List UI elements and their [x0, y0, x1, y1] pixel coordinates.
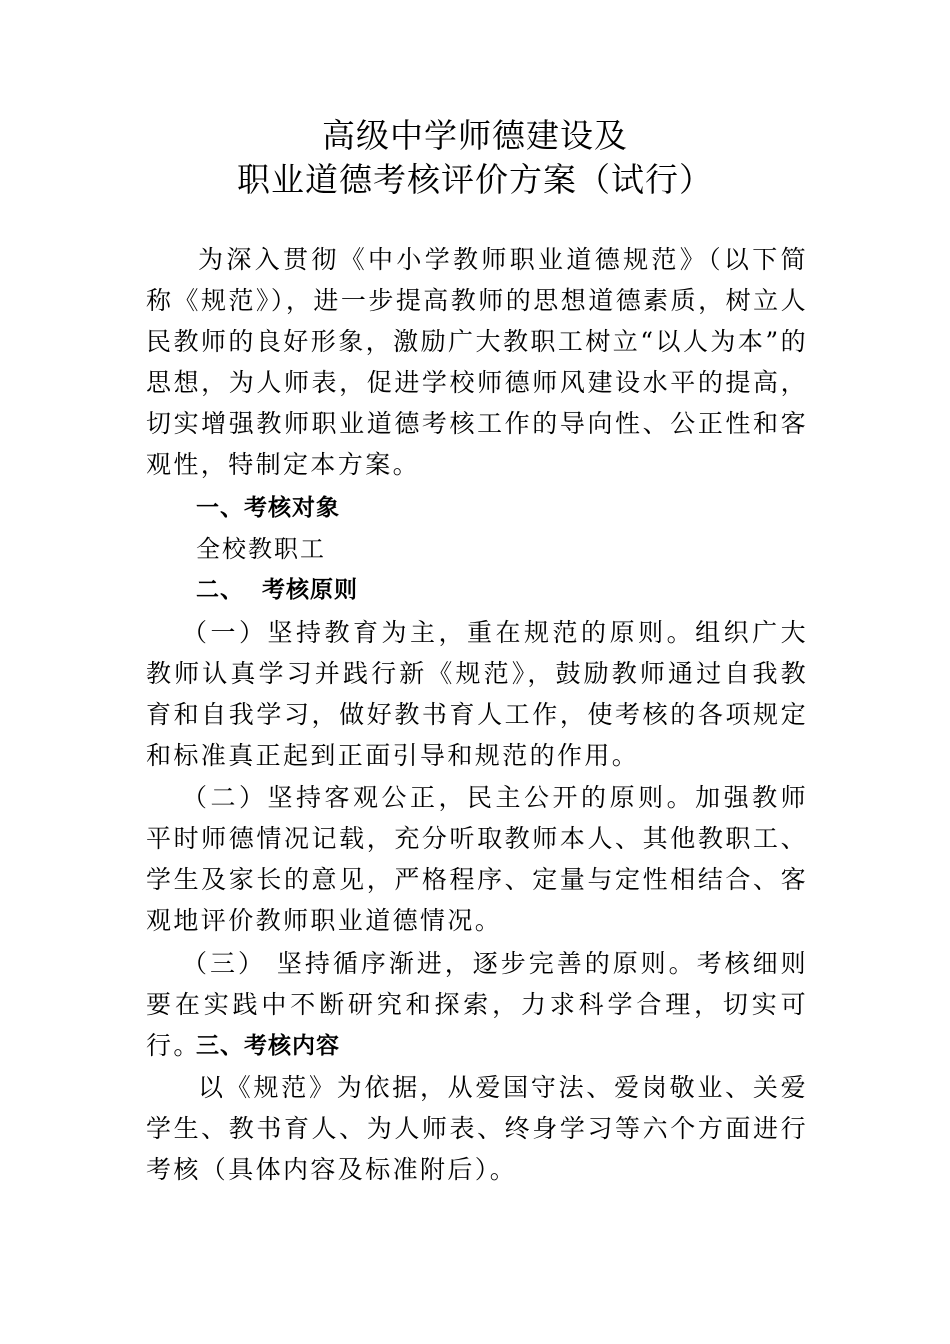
section-heading-assessment-content: 三、考核内容 [196, 1033, 340, 1059]
assessment-content-paragraph: 以《规范》为依据，从爱国守法、爱岗敬业、关爱学生、教书育人、为人师表、终身学习等六个方面进行考核（具体内容及标准附后）。 [146, 1073, 808, 1184]
principle-paragraph-3: （三） 坚持循序渐进，逐步完善的原则。考核细则要在实践中不断研究和探索，力求科学合理，切实可行。 [146, 949, 808, 1060]
document-title-line-1: 高级中学师德建设及 [322, 116, 628, 155]
assessment-target-text: 全校教职工 [196, 535, 326, 563]
principle-paragraph-1: （一）坚持教育为主，重在规范的原则。组织广大教师认真学习并践行新《规范》，鼓励教师通过自我教育和自我学习，做好教书育人工作，使考核的各项规定和标准真正起到正面引导和规范的作用。 [146, 618, 808, 770]
principle-paragraph-2: （二）坚持客观公正，民主公开的原则。加强教师平时师德情况记载，充分听取教师本人、其他教职工、学生及家长的意见，严格程序、定量与定性相结合、客观地评价教师职业道德情况。 [146, 783, 808, 935]
intro-paragraph: 为深入贯彻《中小学教师职业道德规范》（以下简称《规范》），进一步提高教师的思想道德素质，树立人民教师的良好形象，激励广大教职工树立“以人为本”的思想，为人师表，促进学校师德师风建设水平的提高，切实增强教师职业道德考核工作的导向性、公正性和客观性，特制定本方案。 [146, 245, 808, 479]
document-title-line-2: 职业道德考核评价方案（试行） [237, 160, 713, 199]
section-heading-assessment-target: 一、考核对象 [196, 495, 340, 521]
section-heading-assessment-principles: 二、 考核原则 [196, 577, 359, 603]
